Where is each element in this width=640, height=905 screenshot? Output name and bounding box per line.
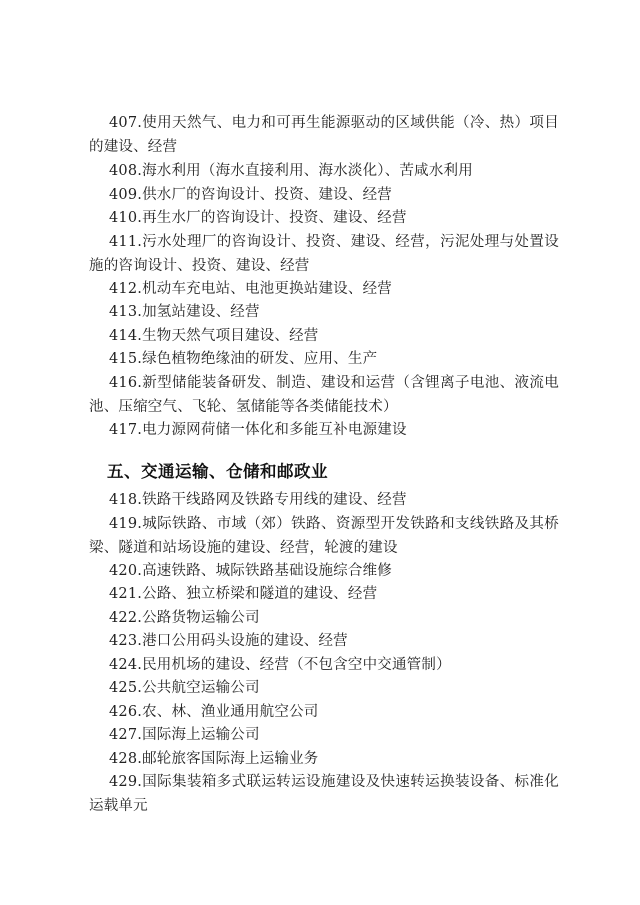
list-item-427: 427.国际海上运输公司 [109, 727, 260, 743]
section-heading: 五、交通运输、仓储和邮政业 [107, 462, 328, 481]
list-item-411: 411.污水处理厂的咨询设计、投资、建设、经营，污泥处理与处置设施的咨询设计、投资、建设、经营 [89, 234, 559, 274]
list-item-425: 425.公共航空运输公司 [109, 680, 260, 696]
list-item-413: 413.加氢站建设、经营 [109, 304, 260, 320]
list-item-421: 421.公路、独立桥梁和隧道的建设、经营 [109, 586, 378, 602]
list-item-418: 418.铁路干线路网及铁路专用线的建设、经营 [109, 492, 407, 508]
list-item-408: 408.海水利用（海水直接利用、海水淡化）、苦咸水利用 [109, 163, 473, 179]
list-item-419: 419.城际铁路、市域（郊）铁路、资源型开发铁路和支线铁路及其桥梁、隧道和站场设施的建设、经营，轮渡的建设 [89, 516, 559, 556]
list-item-422: 422.公路货物运输公司 [109, 610, 260, 626]
list-item-412: 412.机动车充电站、电池更换站建设、经营 [109, 281, 392, 297]
list-item-429: 429.国际集装箱多式联运转运设施建设及快速转运换装设备、标准化运载单元 [89, 774, 559, 814]
list-item-416: 416.新型储能装备研发、制造、建设和运营（含锂离子电池、液流电池、压缩空气、飞轮、氢储能等各类储能技术） [89, 375, 559, 415]
list-item-409: 409.供水厂的咨询设计、投资、建设、经营 [109, 187, 392, 203]
list-item-420: 420.高速铁路、城际铁路基础设施综合维修 [109, 563, 392, 579]
list-item-414: 414.生物天然气项目建设、经营 [109, 328, 319, 344]
list-item-410: 410.再生水厂的咨询设计、投资、建设、经营 [109, 210, 407, 226]
list-item-426: 426.农、林、渔业通用航空公司 [109, 704, 319, 720]
list-item-415: 415.绿色植物绝缘油的研发、应用、生产 [109, 351, 378, 367]
list-item-423: 423.港口公用码头设施的建设、经营 [109, 633, 348, 649]
list-item-424: 424.民用机场的建设、经营（不包含空中交通管制） [109, 657, 451, 673]
list-item-407: 407.使用天然气、电力和可再生能源驱动的区域供能（冷、热）项目的建设、经营 [89, 115, 559, 155]
list-item-428: 428.邮轮旅客国际海上运输业务 [109, 751, 319, 767]
list-item-417: 417.电力源网荷储一体化和多能互补电源建设 [109, 422, 407, 438]
